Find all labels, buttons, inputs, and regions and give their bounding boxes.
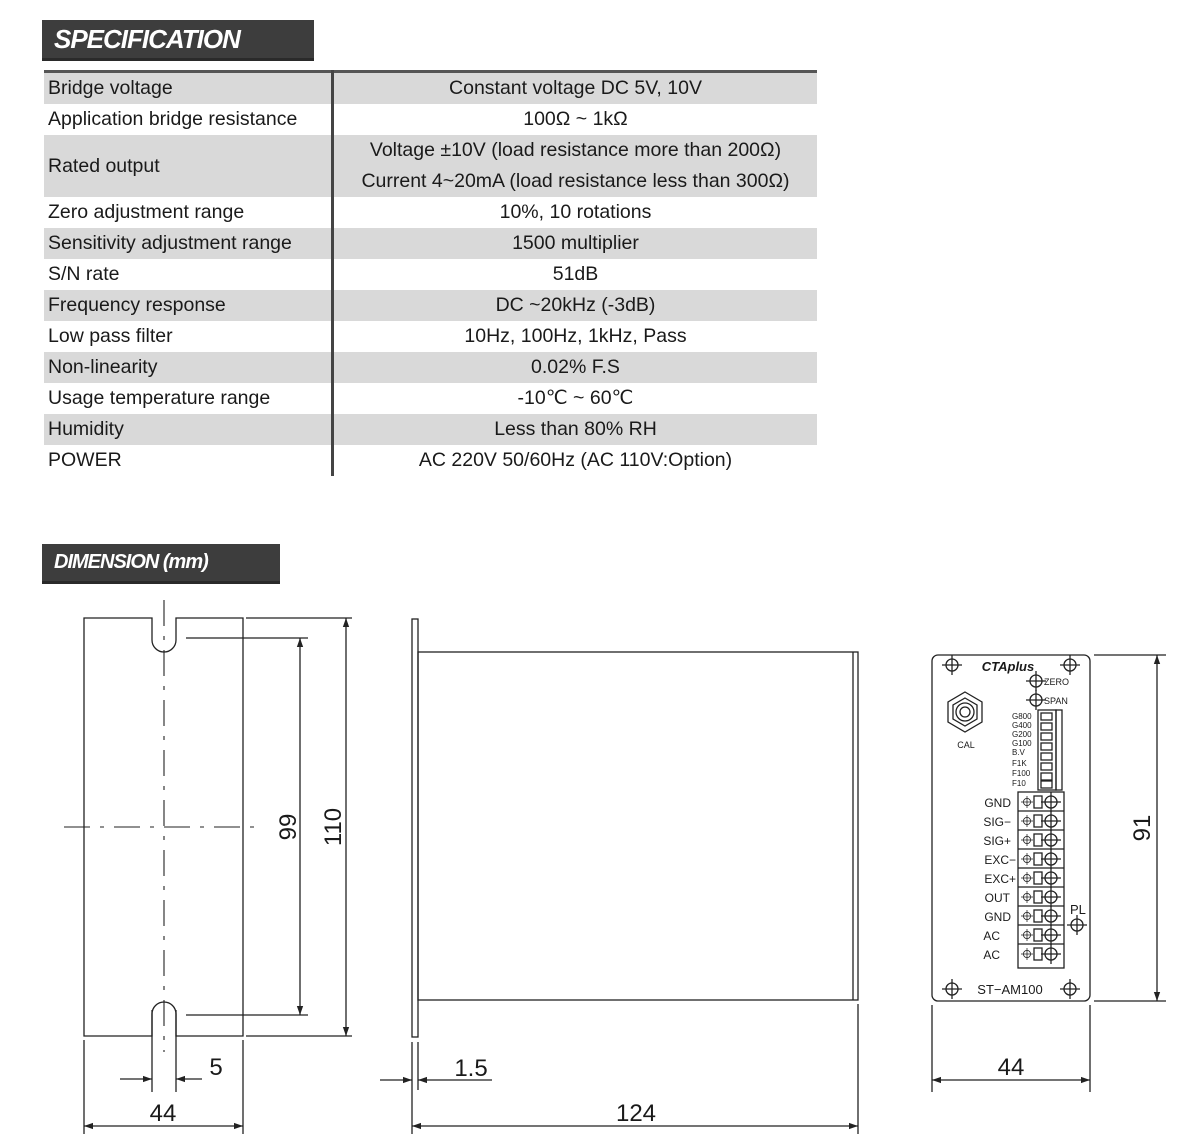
spec-value: 1500 multiplier [333, 228, 818, 259]
terminal-label: EXC+ [984, 872, 1016, 886]
side-body [418, 652, 858, 1000]
panel-cal-label: CAL [957, 740, 975, 750]
terminal-label: AC [983, 929, 1000, 943]
side-view [380, 619, 858, 1134]
spec-label: Low pass filter [44, 321, 333, 352]
terminal-label: GND [984, 796, 1011, 810]
dip-label: F100 [1012, 769, 1031, 778]
spec-value: 51dB [552, 263, 599, 285]
front-view [64, 600, 352, 1134]
spec-label: Zero adjustment range [44, 197, 333, 228]
specification-title: SPECIFICATION [54, 23, 240, 54]
pl-lamp-icon [1067, 915, 1087, 935]
cal-knob-icon [948, 692, 982, 732]
spec-value: AC 220V 50/60Hz (AC 110V:Option) [418, 449, 733, 471]
spec-label: Application bridge resistance [44, 104, 333, 135]
dim-110-label: 110 [320, 807, 347, 847]
dim-91-label: 91 [1129, 814, 1156, 842]
spec-value: 0.02% F.S [333, 352, 818, 383]
spec-label: S/N rate [44, 259, 333, 290]
terminal-label: SIG+ [983, 834, 1011, 848]
spec-label: Humidity [44, 414, 333, 445]
terminal-label: AC [983, 948, 1000, 962]
spec-label: Sensitivity adjustment range [44, 228, 333, 259]
dim-5-label: 5 [209, 1054, 223, 1081]
spec-value: Less than 80% RH [333, 414, 818, 445]
spec-value-line: Voltage ±10V (load resistance more than 200Ω) [369, 139, 782, 161]
mount-screw-icon [942, 979, 962, 999]
panel-pl-label: PL [1070, 902, 1086, 917]
dip-labels [1012, 712, 1032, 788]
spec-value: 100Ω ~ 1kΩ [523, 108, 628, 130]
spec-label: Rated output [44, 135, 333, 197]
spec-value: 10%, 10 rotations [499, 201, 652, 223]
dimension-title: DIMENSION (mm) [54, 551, 208, 573]
spec-value: -10℃ ~ 60℃ [517, 387, 634, 409]
spec-value: Constant voltage DC 5V, 10V [333, 72, 818, 105]
dim-99-label: 99 [275, 813, 302, 841]
panel-outline [932, 655, 1090, 1001]
mount-screw-icon [1060, 979, 1080, 999]
mount-screw-icon [942, 655, 962, 675]
terminal-label: SIG− [983, 815, 1011, 829]
zero-trimmer-icon [1026, 671, 1046, 691]
panel-view [932, 655, 1166, 1092]
spec-label: POWER [44, 445, 333, 476]
spec-value: 10Hz, 100Hz, 1kHz, Pass [464, 325, 687, 347]
dim-44-label: 44 [149, 1100, 177, 1127]
panel-model-label: ST−AM100 [977, 982, 1043, 997]
mount-screw-icon [1060, 655, 1080, 675]
dim-1-5-label: 1.5 [454, 1055, 488, 1082]
dim-panel-44-label: 44 [997, 1054, 1025, 1081]
dip-label: G400 [1012, 721, 1032, 730]
dip-label: F1K [1012, 759, 1027, 768]
spec-value-line: Current 4~20mA (load resistance less than 300Ω) [361, 170, 790, 192]
spec-label: Usage temperature range [44, 383, 333, 414]
span-trimmer-icon [1026, 690, 1046, 710]
dip-label: G100 [1012, 739, 1032, 748]
panel-brand: CTAplus [981, 659, 1035, 674]
spec-value: DC ~20kHz (-3dB) [333, 290, 818, 321]
spec-label: Frequency response [44, 290, 333, 321]
terminal-label: GND [984, 910, 1011, 924]
terminal-label: EXC− [984, 853, 1016, 867]
dip-label: B.V [1012, 748, 1025, 757]
panel-zero-label: ZERO [1044, 677, 1070, 687]
dip-label: G800 [1012, 712, 1032, 721]
terminal-label: OUT [984, 891, 1010, 905]
spec-label: Non-linearity [44, 352, 333, 383]
dip-label: F10 [1012, 779, 1026, 788]
dip-label: G200 [1012, 730, 1032, 739]
panel-span-label: SPAN [1044, 696, 1068, 706]
side-flange [412, 619, 418, 1037]
terminal-labels [983, 796, 1016, 962]
spec-label: Bridge voltage [44, 72, 333, 105]
dip-switch-block [1038, 710, 1062, 790]
dim-124-label: 124 [615, 1100, 657, 1127]
